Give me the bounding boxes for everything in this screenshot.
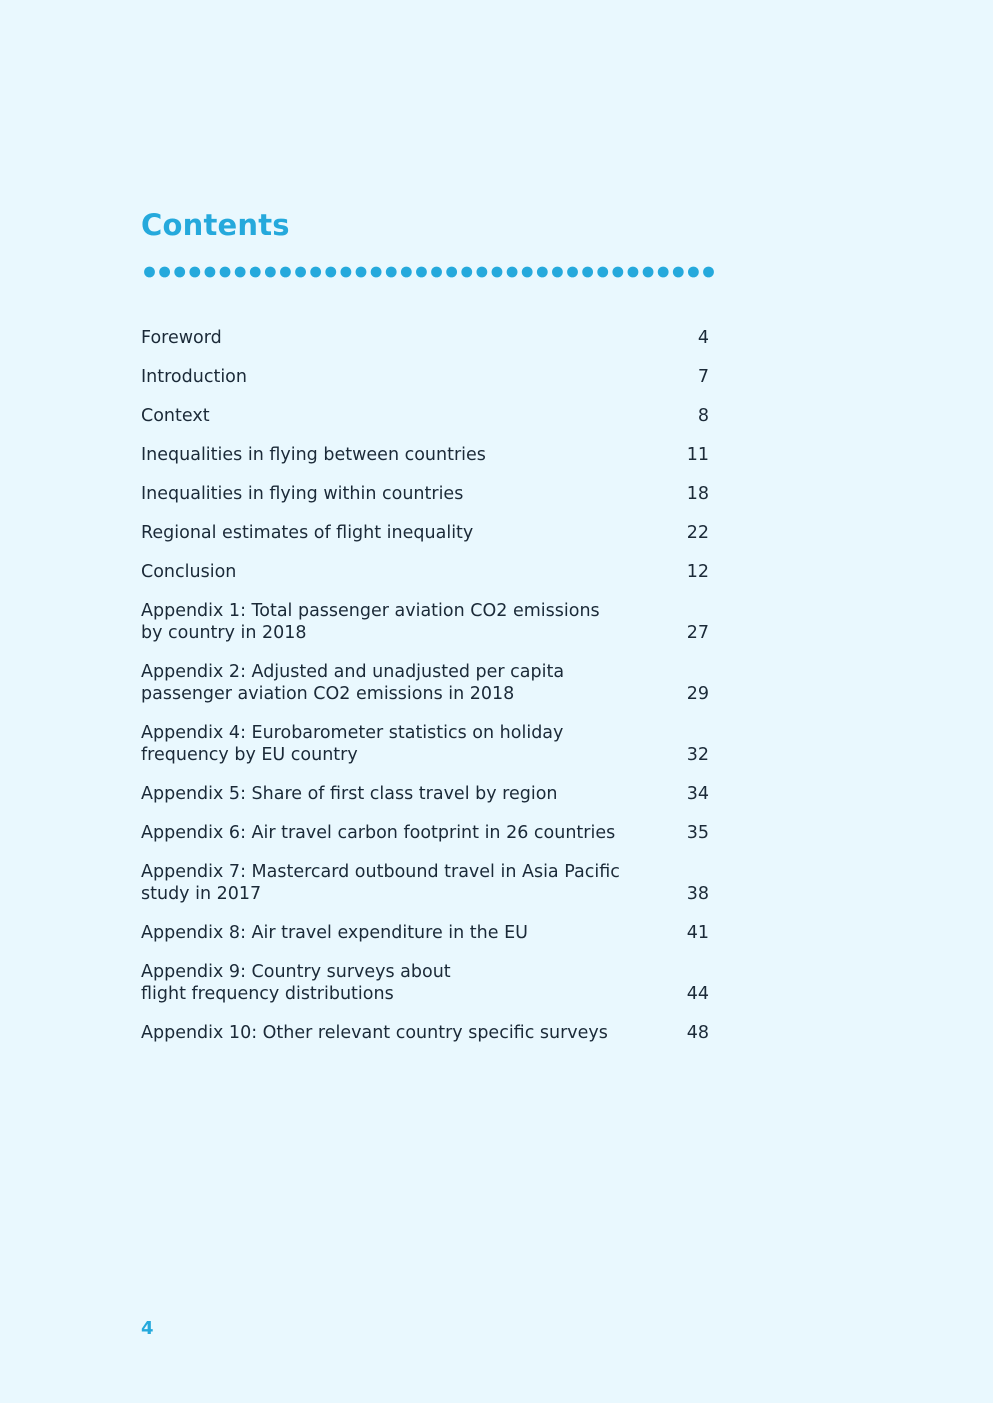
divider-dot bbox=[612, 267, 623, 278]
divider-dot bbox=[280, 267, 291, 278]
toc-entry-label: Context bbox=[141, 406, 210, 426]
divider-dot bbox=[688, 267, 699, 278]
toc-entry-label: Regional estimates of flight inequality bbox=[141, 523, 474, 543]
divider-dot bbox=[144, 267, 155, 278]
toc-entry-label: Appendix 9: Country surveys about flight frequency distributions bbox=[141, 962, 451, 1004]
divider-dot bbox=[325, 267, 336, 278]
toc-entry-label: Appendix 4: Eurobarometer statistics on holiday frequency by EU country bbox=[141, 723, 564, 765]
divider-dot bbox=[295, 267, 306, 278]
toc-entry-page: 27 bbox=[686, 623, 709, 643]
divider-dot bbox=[597, 267, 608, 278]
divider-dot bbox=[507, 267, 518, 278]
divider-dot bbox=[416, 267, 427, 278]
divider-dot bbox=[492, 267, 503, 278]
toc-entry-page: 48 bbox=[686, 1023, 709, 1043]
table-of-contents bbox=[141, 327, 709, 1061]
divider-dot bbox=[341, 267, 352, 278]
divider-dot bbox=[461, 267, 472, 278]
divider-dot bbox=[174, 267, 185, 278]
divider-dot bbox=[386, 267, 397, 278]
toc-entry[interactable] bbox=[141, 822, 709, 844]
divider-dot bbox=[159, 267, 170, 278]
toc-entry[interactable] bbox=[141, 561, 709, 583]
toc-entry[interactable] bbox=[141, 961, 709, 1005]
toc-entry-page: 4 bbox=[697, 328, 709, 348]
toc-entry[interactable] bbox=[141, 861, 709, 905]
divider-dot bbox=[658, 267, 669, 278]
toc-entry[interactable] bbox=[141, 327, 709, 349]
toc-entry-label: Conclusion bbox=[141, 562, 237, 582]
toc-entry-page: 32 bbox=[686, 745, 709, 765]
toc-entry[interactable] bbox=[141, 366, 709, 388]
toc-entry[interactable] bbox=[141, 1022, 709, 1044]
toc-entry-page: 29 bbox=[686, 684, 709, 704]
toc-entry-page: 8 bbox=[697, 406, 709, 426]
toc-entry-label: Introduction bbox=[141, 367, 247, 387]
toc-entry[interactable] bbox=[141, 600, 709, 644]
toc-entry-label: Appendix 8: Air travel expenditure in the EU bbox=[141, 923, 528, 943]
toc-entry[interactable] bbox=[141, 722, 709, 766]
divider-dot bbox=[205, 267, 216, 278]
toc-entry-page: 44 bbox=[686, 984, 709, 1004]
toc-entry-page: 41 bbox=[686, 923, 709, 943]
toc-entry-label: Appendix 10: Other relevant country specific surveys bbox=[141, 1023, 608, 1043]
toc-entry-page: 11 bbox=[686, 445, 709, 465]
toc-entry[interactable] bbox=[141, 783, 709, 805]
toc-entry-label: Inequalities in flying between countries bbox=[141, 445, 486, 465]
divider-dot bbox=[537, 267, 548, 278]
divider-dot bbox=[431, 267, 442, 278]
toc-entry[interactable] bbox=[141, 922, 709, 944]
divider-dot bbox=[673, 267, 684, 278]
toc-entry[interactable] bbox=[141, 444, 709, 466]
divider-dot bbox=[582, 267, 593, 278]
toc-entry-page: 38 bbox=[686, 884, 709, 904]
divider-dot bbox=[220, 267, 231, 278]
toc-entry-label: Appendix 1: Total passenger aviation CO2 emissions by country in 2018 bbox=[141, 601, 600, 643]
divider-dot bbox=[235, 267, 246, 278]
toc-entry-page: 7 bbox=[697, 367, 709, 387]
toc-entry[interactable] bbox=[141, 483, 709, 505]
divider-dot bbox=[703, 267, 714, 278]
divider-dot bbox=[401, 267, 412, 278]
toc-entry-label: Foreword bbox=[141, 328, 222, 348]
toc-entry-page: 22 bbox=[686, 523, 709, 543]
divider-dot bbox=[476, 267, 487, 278]
toc-entry-page: 35 bbox=[686, 823, 709, 843]
toc-entry-page: 34 bbox=[686, 784, 709, 804]
toc-entry-page: 18 bbox=[686, 484, 709, 504]
toc-entry-page: 12 bbox=[686, 562, 709, 582]
toc-entry-label: Appendix 5: Share of first class travel by region bbox=[141, 784, 558, 804]
divider-dot bbox=[356, 267, 367, 278]
toc-entry-label: Appendix 6: Air travel carbon footprint in 26 countries bbox=[141, 823, 616, 843]
divider-dot bbox=[189, 267, 200, 278]
page-number: 4 bbox=[141, 1318, 154, 1339]
toc-entry[interactable] bbox=[141, 522, 709, 544]
divider-dot bbox=[371, 267, 382, 278]
divider-dot bbox=[265, 267, 276, 278]
toc-entry-label: Inequalities in flying within countries bbox=[141, 484, 464, 504]
divider-dot bbox=[446, 267, 457, 278]
toc-entry[interactable] bbox=[141, 405, 709, 427]
toc-entry-label: Appendix 7: Mastercard outbound travel in Asia Pacific study in 2017 bbox=[141, 862, 620, 904]
divider-dot bbox=[310, 267, 321, 278]
divider-dot bbox=[567, 267, 578, 278]
toc-entry[interactable] bbox=[141, 661, 709, 705]
divider-dot bbox=[628, 267, 639, 278]
divider-dot bbox=[250, 267, 261, 278]
divider-dot bbox=[552, 267, 563, 278]
page-title: Contents bbox=[141, 208, 290, 242]
dotted-divider bbox=[144, 266, 714, 278]
divider-dot bbox=[522, 267, 533, 278]
toc-entry-label: Appendix 2: Adjusted and unadjusted per capita passenger aviation CO2 emissions in 2018 bbox=[141, 662, 565, 704]
divider-dot bbox=[643, 267, 654, 278]
